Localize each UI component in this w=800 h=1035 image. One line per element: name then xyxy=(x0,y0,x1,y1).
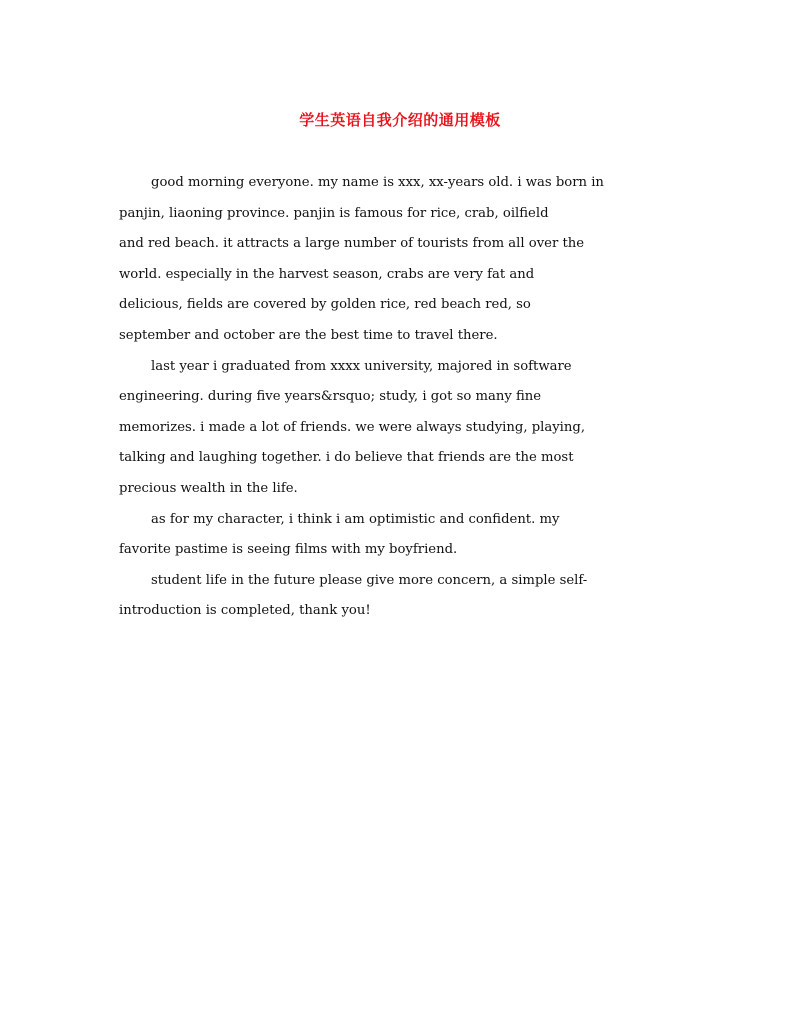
text-line: last year i graduated from xxxx university, majored in software xyxy=(151,358,572,374)
text-line: panjin, liaoning province. panjin is famous for rice, crab, oilfield xyxy=(119,205,549,221)
text-line: september and october are the best time to travel there. xyxy=(119,327,498,343)
text-line: favorite pastime is seeing films with my boyfriend. xyxy=(119,542,458,558)
text-line: talking and laughing together. i do believe that friends are the most xyxy=(119,450,574,466)
text-line: memorizes. i made a lot of friends. we were always studying, playing, xyxy=(119,419,586,435)
text-line: good morning everyone. my name is xxx, xx-years old. i was born in xyxy=(151,175,604,190)
text-line: engineering. during five years&rsquo; study, i got so many fine xyxy=(119,389,542,405)
paragraph-1 xyxy=(119,168,689,352)
document-body xyxy=(119,168,689,627)
text-line: world. especially in the harvest season, crabs are very fat and xyxy=(119,266,535,282)
text-line: student life in the future please give more concern, a simple self- xyxy=(151,572,588,588)
paragraph-4 xyxy=(119,566,689,627)
paragraph-3 xyxy=(119,505,689,566)
text-line: precious wealth in the life. xyxy=(119,480,298,496)
text-line: and red beach. it attracts a large number of tourists from all over the xyxy=(119,236,585,252)
text-line: delicious, fields are covered by golden rice, red beach red, so xyxy=(119,297,531,313)
text-line: as for my character, i think i am optimistic and confident. my xyxy=(151,511,560,527)
paragraph-2 xyxy=(119,352,689,505)
document-title: 学生英语自我介绍的通用模板 xyxy=(299,111,501,129)
text-line: introduction is completed, thank you! xyxy=(119,603,371,619)
